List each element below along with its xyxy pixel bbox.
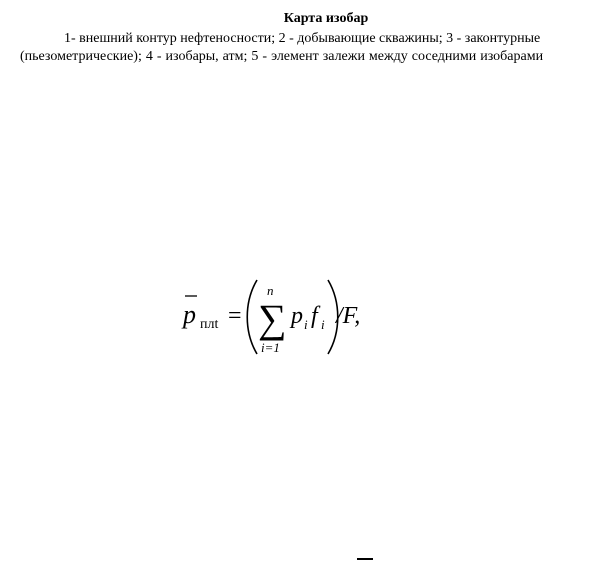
term-p-subscript: i bbox=[304, 317, 308, 332]
sum-lower-limit: i=1 bbox=[261, 340, 280, 355]
divisor: /F, bbox=[336, 303, 361, 329]
term-f: f bbox=[311, 303, 318, 329]
term-p: p bbox=[291, 303, 303, 329]
overline-fragment bbox=[357, 558, 373, 560]
term-f-subscript: i bbox=[321, 317, 325, 332]
caption-line-2: (пьезометрические); 4 - изобары, атм; 5 - элемент залежи между соседними изобарами bbox=[20, 49, 544, 64]
lhs-symbol: p bbox=[183, 300, 196, 329]
sum-upper-limit: n bbox=[267, 283, 274, 298]
lhs-subscript: плt bbox=[200, 317, 219, 332]
left-paren bbox=[247, 280, 257, 354]
document-title: Карта изобар bbox=[283, 11, 369, 26]
caption-line-1: 1- внешний контур нефтеносности; 2 - добывающие скважины; 3 - законтурные bbox=[64, 31, 541, 46]
equals-sign: = bbox=[228, 303, 242, 329]
average-pressure-formula bbox=[170, 272, 390, 362]
sum-sigma: ∑ bbox=[258, 296, 287, 341]
